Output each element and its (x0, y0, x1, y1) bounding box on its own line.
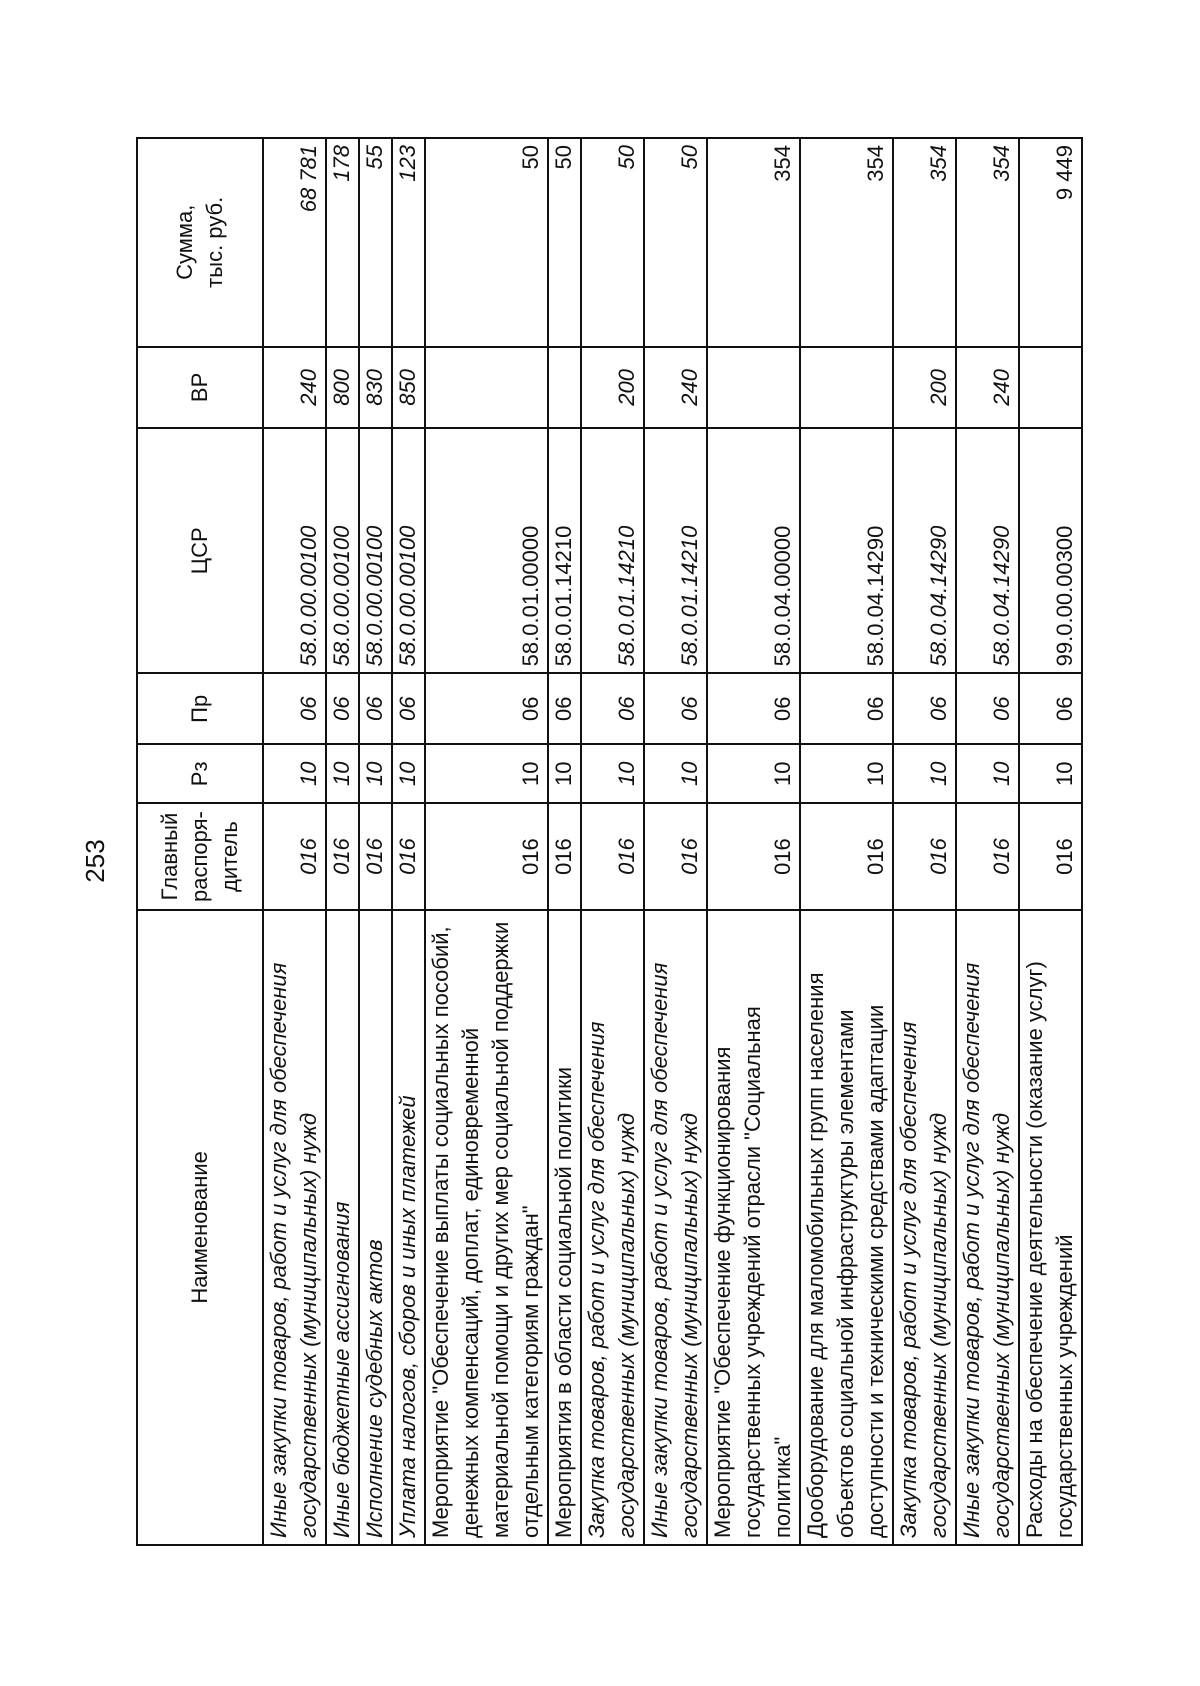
cell-subsection: 06 (392, 673, 425, 744)
cell-target-article: 58.0.04.14290 (956, 428, 1019, 673)
header-main-manager-line1: Главный (157, 812, 182, 901)
cell-name: Иные закупки товаров, работ и услуг для обеспечения государственных (муниципальных) нужд (956, 910, 1019, 1545)
cell-subsection: 06 (956, 673, 1019, 744)
header-main-manager (137, 803, 263, 909)
cell-expense-type (425, 347, 548, 429)
table-body (263, 138, 1082, 1545)
table-row (956, 138, 1019, 1545)
table-row (425, 138, 548, 1545)
cell-main-manager: 016 (644, 803, 707, 909)
cell-sum: 354 (893, 138, 956, 347)
cell-name: Иные бюджетные ассигнования (326, 910, 359, 1545)
table-row (263, 138, 326, 1545)
cell-target-article: 58.0.04.00000 (707, 428, 800, 673)
table-row (359, 138, 392, 1545)
cell-target-article: 58.0.00.00100 (392, 428, 425, 673)
cell-name: Мероприятия в области социальной политики (548, 910, 581, 1545)
cell-target-article: 58.0.01.14210 (548, 428, 581, 673)
cell-main-manager: 016 (326, 803, 359, 909)
cell-main-manager: 016 (392, 803, 425, 909)
header-name: Наименование (137, 910, 263, 1545)
cell-section: 10 (263, 744, 326, 803)
cell-expense-type: 240 (644, 347, 707, 429)
cell-sum: 50 (425, 138, 548, 347)
cell-main-manager: 016 (1019, 803, 1082, 909)
table-row (644, 138, 707, 1545)
cell-expense-type (548, 347, 581, 429)
cell-section: 10 (893, 744, 956, 803)
cell-subsection: 06 (263, 673, 326, 744)
cell-target-article: 58.0.01.14210 (581, 428, 644, 673)
cell-name: Расходы на обеспечение деятельности (оказание услуг) государственных учреждений (1019, 910, 1082, 1545)
cell-sum: 354 (800, 138, 893, 347)
cell-section: 10 (548, 744, 581, 803)
cell-sum: 354 (956, 138, 1019, 347)
cell-target-article: 58.0.01.00000 (425, 428, 548, 673)
header-sum-line1: Сумма, (172, 204, 197, 280)
cell-expense-type (1019, 347, 1082, 429)
page-number: 253 (80, 839, 110, 883)
cell-subsection: 06 (326, 673, 359, 744)
cell-subsection: 06 (893, 673, 956, 744)
cell-sum: 178 (326, 138, 359, 347)
cell-main-manager: 016 (893, 803, 956, 909)
cell-section: 10 (359, 744, 392, 803)
cell-sum: 68 781 (263, 138, 326, 347)
cell-section: 10 (1019, 744, 1082, 803)
cell-subsection: 06 (548, 673, 581, 744)
cell-sum: 55 (359, 138, 392, 347)
cell-section: 10 (956, 744, 1019, 803)
cell-target-article: 58.0.00.00100 (263, 428, 326, 673)
table-row (392, 138, 425, 1545)
cell-name: Мероприятие "Обеспечение выплаты социальных пособий, денежных компенсаций, доплат, единовременной материальной помощи и других мер социальной поддержки отдельным категориям граждан" (425, 910, 548, 1545)
cell-subsection: 06 (1019, 673, 1082, 744)
cell-sum: 50 (644, 138, 707, 347)
cell-subsection: 06 (800, 673, 893, 744)
cell-expense-type: 240 (956, 347, 1019, 429)
cell-main-manager: 016 (359, 803, 392, 909)
cell-sum: 354 (707, 138, 800, 347)
cell-sum: 9 449 (1019, 138, 1082, 347)
table-row (548, 138, 581, 1545)
cell-main-manager: 016 (800, 803, 893, 909)
header-target-article: ЦСР (137, 428, 263, 673)
cell-section: 10 (800, 744, 893, 803)
cell-target-article: 58.0.00.00100 (359, 428, 392, 673)
cell-main-manager: 016 (263, 803, 326, 909)
header-expense-type: ВР (137, 347, 263, 429)
header-main-manager-line2: распоря- (187, 811, 212, 902)
cell-name: Иные закупки товаров, работ и услуг для обеспечения государственных (муниципальных) нужд (263, 910, 326, 1545)
cell-expense-type: 830 (359, 347, 392, 429)
cell-sum: 50 (581, 138, 644, 347)
cell-main-manager: 016 (707, 803, 800, 909)
cell-subsection: 06 (425, 673, 548, 744)
table-row (800, 138, 893, 1545)
header-sum-line2: тыс. руб. (202, 196, 227, 288)
cell-expense-type (800, 347, 893, 429)
cell-section: 10 (326, 744, 359, 803)
cell-sum: 123 (392, 138, 425, 347)
table-row (707, 138, 800, 1545)
cell-expense-type: 850 (392, 347, 425, 429)
header-main-manager-line3: дитель (217, 821, 242, 892)
cell-name: Уплата налогов, сборов и иных платежей (392, 910, 425, 1545)
cell-main-manager: 016 (581, 803, 644, 909)
cell-target-article: 99.0.00.00300 (1019, 428, 1082, 673)
cell-name: Мероприятие "Обеспечение функционирования государственных учреждений отрасли "Социальная политика" (707, 910, 800, 1545)
cell-subsection: 06 (644, 673, 707, 744)
table-row (1019, 138, 1082, 1545)
cell-target-article: 58.0.00.00100 (326, 428, 359, 673)
header-subsection: Пр (137, 673, 263, 744)
cell-section: 10 (707, 744, 800, 803)
header-section: Рз (137, 744, 263, 803)
cell-section: 10 (425, 744, 548, 803)
table-header-row (137, 138, 263, 1545)
header-sum (137, 138, 263, 347)
cell-main-manager: 016 (956, 803, 1019, 909)
cell-section: 10 (581, 744, 644, 803)
cell-main-manager: 016 (425, 803, 548, 909)
cell-target-article: 58.0.01.14210 (644, 428, 707, 673)
cell-name: Закупка товаров, работ и услуг для обеспечения государственных (муниципальных) нужд (581, 910, 644, 1545)
cell-subsection: 06 (359, 673, 392, 744)
cell-target-article: 58.0.04.14290 (800, 428, 893, 673)
table-row (326, 138, 359, 1545)
cell-name: Закупка товаров, работ и услуг для обеспечения государственных (муниципальных) нужд (893, 910, 956, 1545)
cell-section: 10 (392, 744, 425, 803)
cell-main-manager: 016 (548, 803, 581, 909)
table-row (893, 138, 956, 1545)
cell-expense-type (707, 347, 800, 429)
cell-name: Иные закупки товаров, работ и услуг для обеспечения государственных (муниципальных) нужд (644, 910, 707, 1545)
cell-name: Дооборудование для маломобильных групп населения объектов социальной инфраструктуры элементами доступности и техническими средствами адаптации (800, 910, 893, 1545)
cell-target-article: 58.0.04.14290 (893, 428, 956, 673)
cell-subsection: 06 (581, 673, 644, 744)
cell-section: 10 (644, 744, 707, 803)
cell-expense-type: 800 (326, 347, 359, 429)
cell-expense-type: 200 (893, 347, 956, 429)
cell-name: Исполнение судебных актов (359, 910, 392, 1545)
cell-sum: 50 (548, 138, 581, 347)
budget-table (136, 137, 1083, 1546)
table-row (581, 138, 644, 1545)
cell-expense-type: 200 (581, 347, 644, 429)
cell-expense-type: 240 (263, 347, 326, 429)
cell-subsection: 06 (707, 673, 800, 744)
